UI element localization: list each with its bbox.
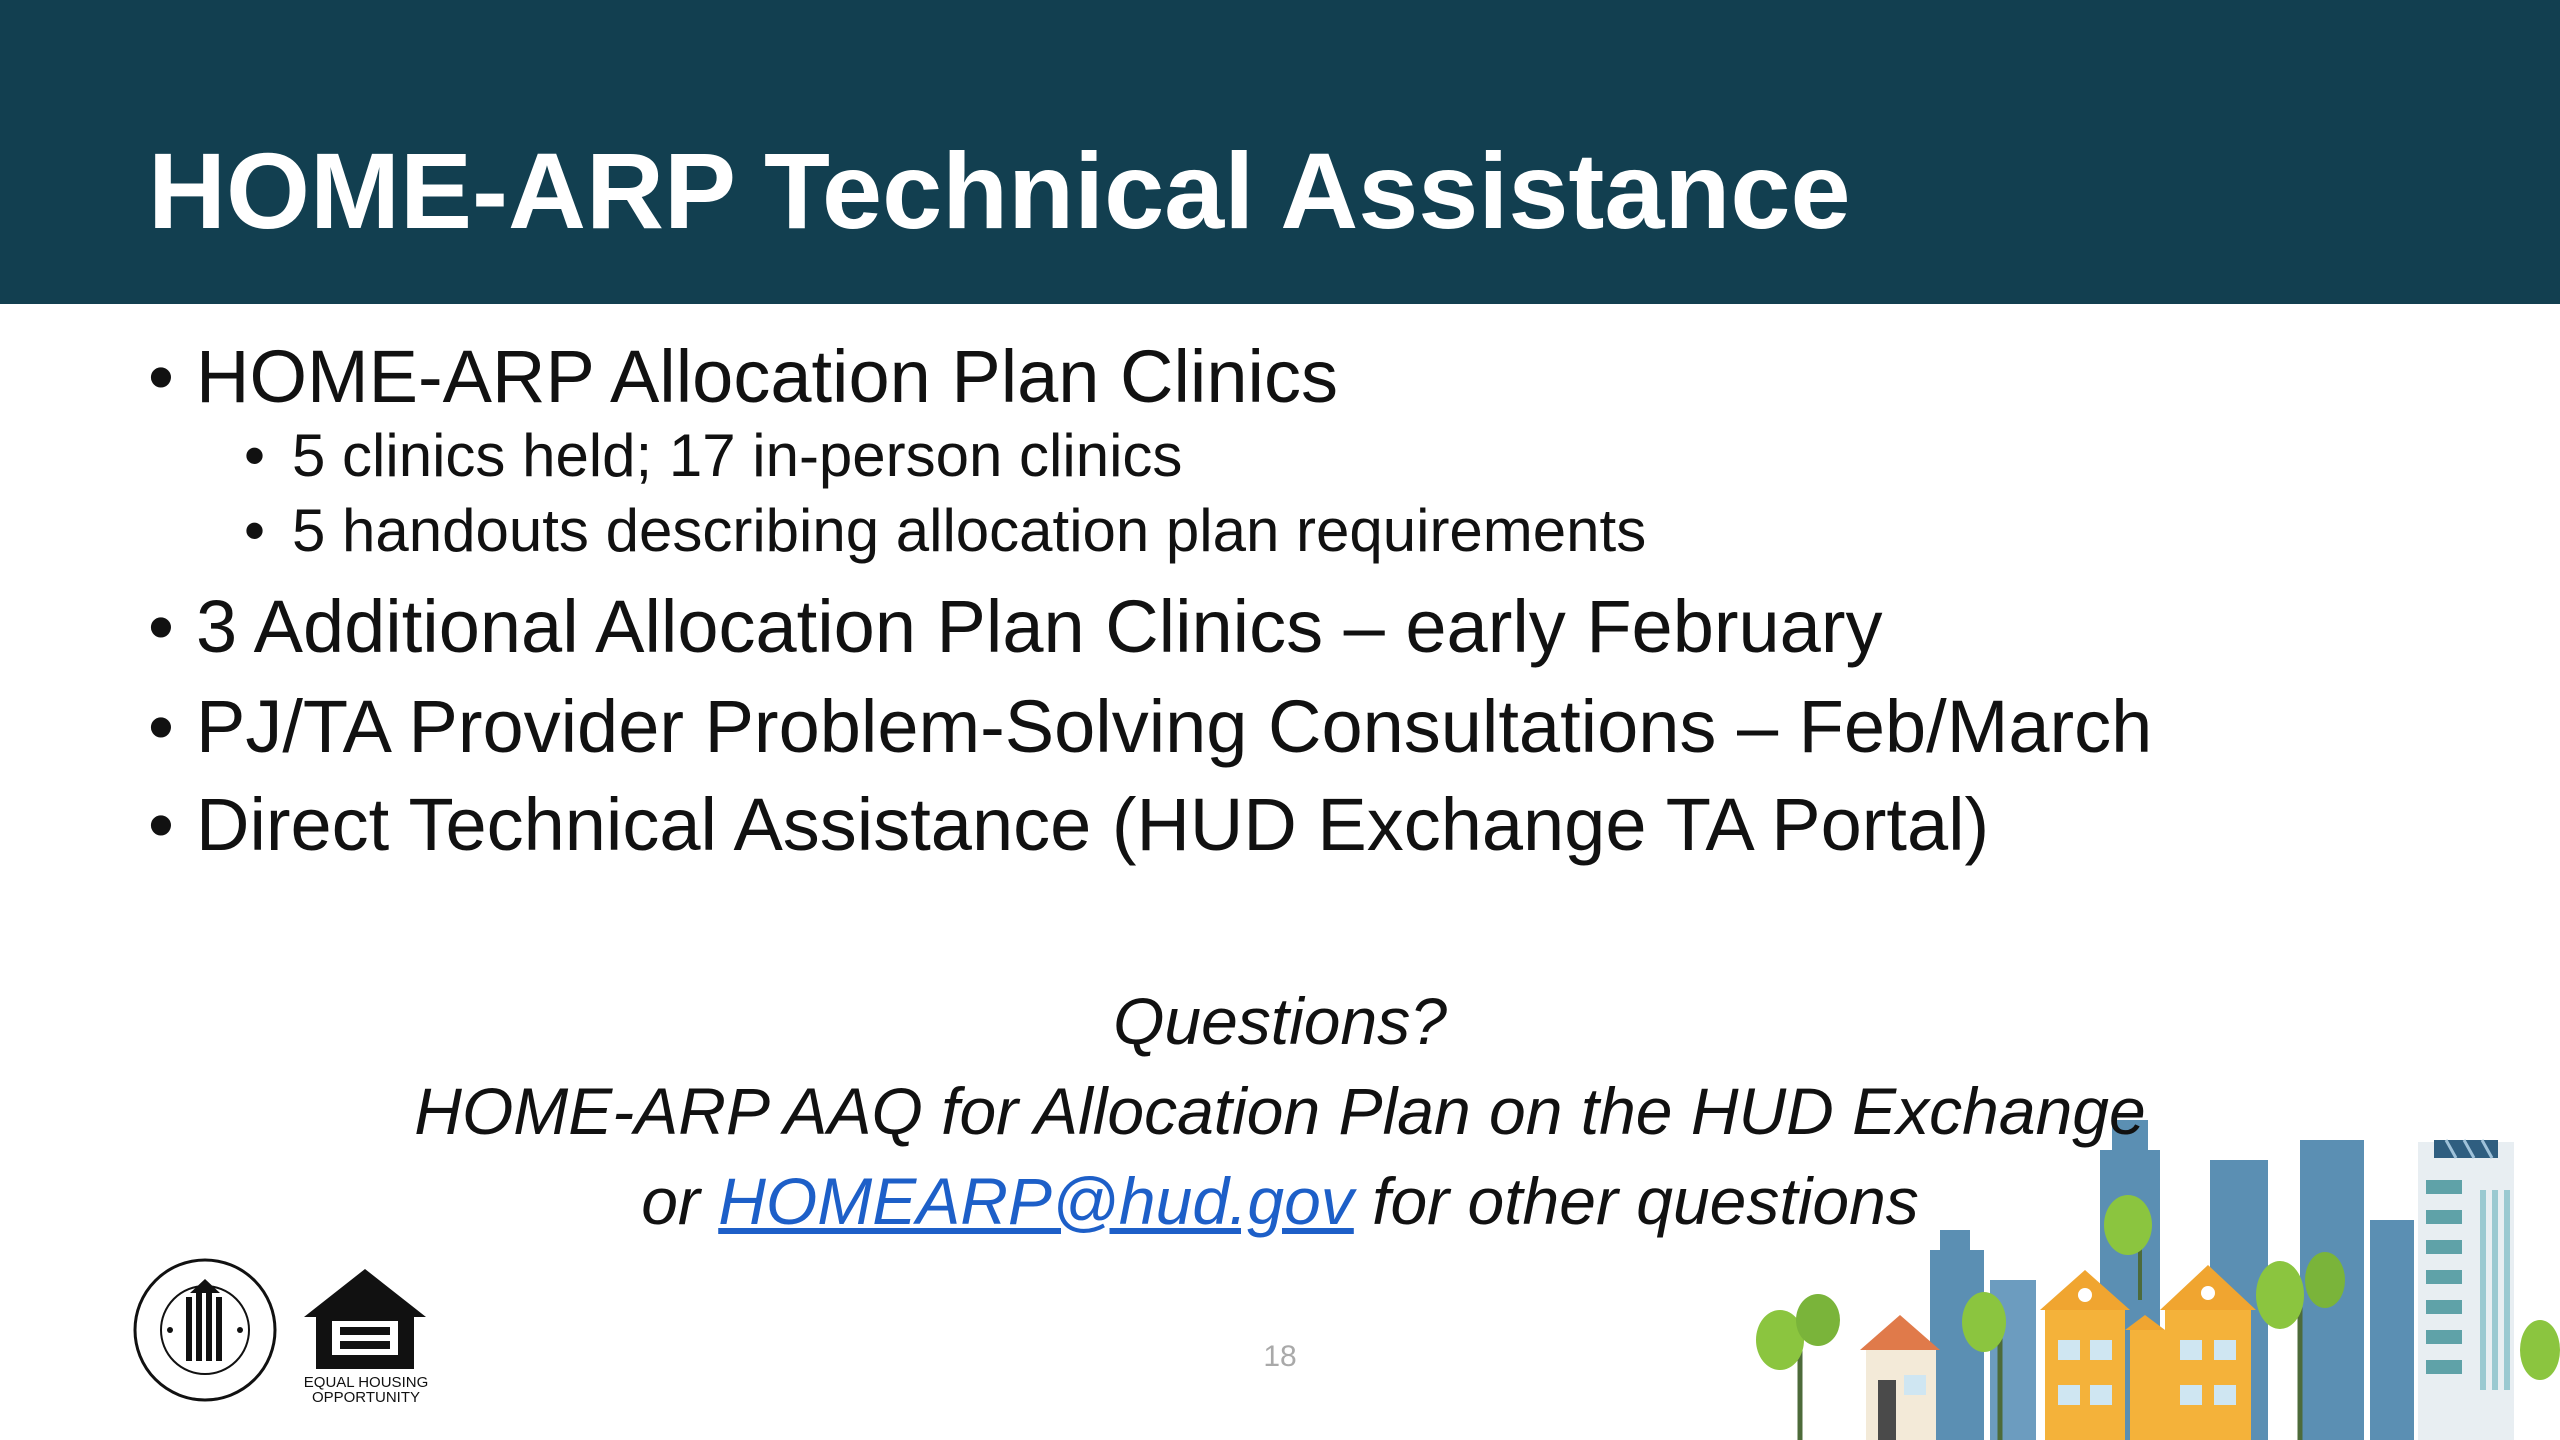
sub-bullet-item xyxy=(244,422,1183,489)
bullet-dot-icon: • xyxy=(148,783,174,866)
bullet-text: Direct Technical Assistance (HUD Exchange TA Portal) xyxy=(196,783,1990,866)
sub-bullet-item xyxy=(244,497,1647,564)
bullet-dot-icon: • xyxy=(148,335,174,418)
questions-suffix-text: for other questions xyxy=(1372,1164,1919,1238)
bullet-text: 3 Additional Allocation Plan Clinics – early February xyxy=(196,585,1883,668)
bullet-dot-icon: • xyxy=(148,585,174,668)
bullet-item xyxy=(148,585,1883,668)
hud-seal-icon xyxy=(130,1255,280,1405)
bullet-text: 5 clinics held; 17 in-person clinics xyxy=(292,422,1183,489)
questions-aaq-line: HOME-ARP AAQ for Allocation Plan on the HUD Exchange xyxy=(414,1074,2146,1148)
bullet-item xyxy=(148,783,1990,866)
bullet-text: PJ/TA Provider Problem-Solving Consultations – Feb/March xyxy=(196,685,2153,768)
bullet-item xyxy=(148,335,1338,418)
questions-heading: Questions? xyxy=(1113,984,1447,1058)
bullet-item xyxy=(148,685,2153,768)
email-link[interactable]: HOMEARP@hud.gov xyxy=(718,1164,1354,1238)
bullet-text: 5 handouts describing allocation plan requirements xyxy=(292,497,1647,564)
slide-title: HOME-ARP Technical Assistance xyxy=(148,130,1851,251)
bullet-text: HOME-ARP Allocation Plan Clinics xyxy=(196,335,1338,418)
questions-email-line xyxy=(280,1164,2280,1238)
equal-housing-caption: EQUAL HOUSING OPPORTUNITY xyxy=(303,1374,429,1406)
city-skyline-illustration xyxy=(1740,1100,2560,1440)
questions-or-text: or xyxy=(641,1164,700,1238)
bullet-dot-icon: • xyxy=(244,497,266,564)
bullet-dot-icon: • xyxy=(148,685,174,768)
bullet-dot-icon: • xyxy=(244,422,266,489)
page-number: 18 xyxy=(1263,1340,1297,1373)
